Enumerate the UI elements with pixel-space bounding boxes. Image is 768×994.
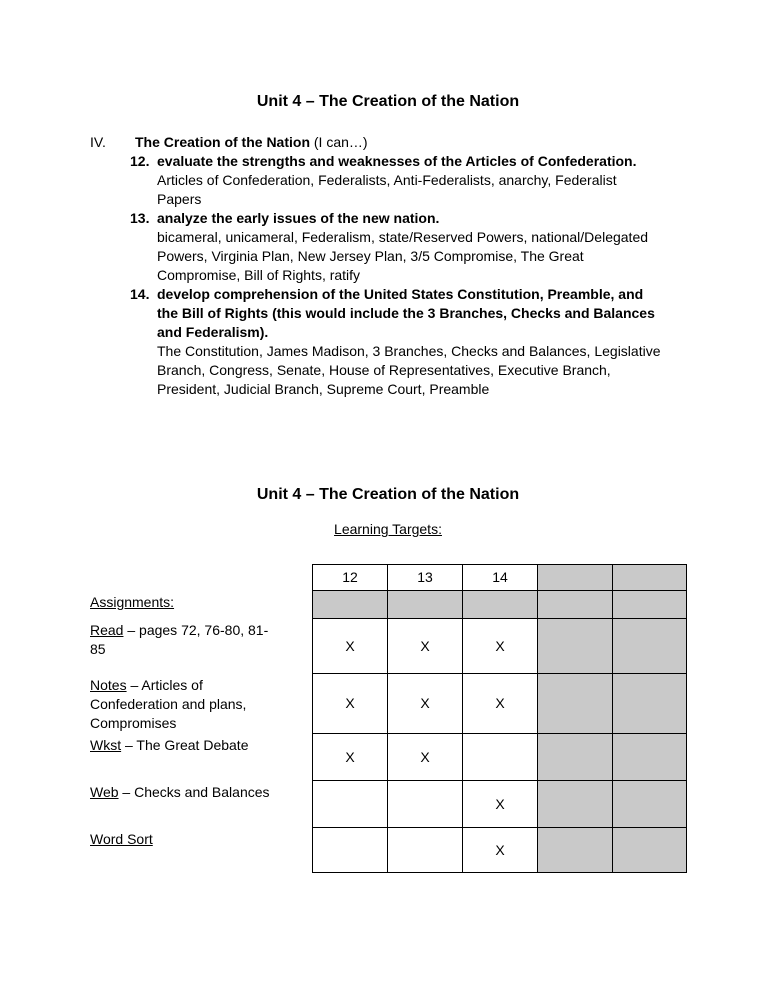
grid-cell xyxy=(312,780,387,827)
row-label: Wkst – The Great Debate xyxy=(90,737,249,753)
x-mark-cell: X xyxy=(462,673,537,733)
section-title: The Creation of the Nation xyxy=(135,134,310,150)
objective-goal: develop comprehension of the United States Constitution, Preamble, and the Bill of Rights (this would include the 3 Branches, Checks and Balances and Federalism). xyxy=(157,286,655,340)
objectives-list xyxy=(130,152,686,399)
learning-targets-label: Learning Targets: xyxy=(334,521,442,537)
objective-goal: evaluate the strengths and weaknesses of the Articles of Confederation. xyxy=(157,153,637,169)
header-cell-14: 14 xyxy=(462,564,537,590)
objective-number: 12. xyxy=(130,153,150,169)
objective-number: 14. xyxy=(130,286,150,302)
header-cell-13: 13 xyxy=(387,564,462,590)
row-label: Assignments: xyxy=(90,594,175,610)
grid-cell xyxy=(537,733,612,780)
x-mark-cell: X xyxy=(387,733,462,780)
table-header-row xyxy=(90,564,687,590)
objective-item xyxy=(130,209,662,285)
objective-vocab: The Constitution, James Madison, 3 Branches, Checks and Balances, Legislative Branch, Congress, Senate, House of Representatives, Executive Branch, President, Judicial Branch, Supreme Court, Preamble xyxy=(157,343,661,397)
header-cell-blank xyxy=(612,564,687,590)
grid-cell xyxy=(537,618,612,673)
objective-body xyxy=(157,209,662,285)
section-suffix: (I can…) xyxy=(310,134,368,150)
grid-cell xyxy=(462,733,537,780)
x-mark-cell: X xyxy=(387,618,462,673)
x-mark-cell: X xyxy=(312,618,387,673)
grid-cell xyxy=(387,827,462,873)
row-label-empty xyxy=(90,564,312,590)
grid-cell xyxy=(612,673,687,733)
section-numeral: IV. xyxy=(90,134,106,150)
row-label: Notes – Articles of Confederation and plans, Compromises xyxy=(90,677,247,731)
x-mark-cell: X xyxy=(312,673,387,733)
grid-cell xyxy=(612,590,687,618)
grid-cell xyxy=(612,780,687,827)
x-mark-cell: X xyxy=(462,780,537,827)
grid-cell xyxy=(537,780,612,827)
objective-vocab: Articles of Confederation, Federalists, Anti-Federalists, anarchy, Federalist Papers xyxy=(157,172,617,207)
objective-body xyxy=(157,285,662,399)
page-title: Unit 4 – The Creation of the Nation xyxy=(256,93,520,110)
section-heading xyxy=(90,133,686,152)
objective-item xyxy=(130,152,662,209)
table-row-assignments xyxy=(90,590,687,618)
x-mark-cell: X xyxy=(462,618,537,673)
header-cell-blank xyxy=(537,564,612,590)
grid-cell xyxy=(537,590,612,618)
table-row-notes xyxy=(90,673,687,733)
grid-cell xyxy=(612,618,687,673)
objective-body xyxy=(157,152,662,209)
grid-cell xyxy=(387,780,462,827)
grid-cell xyxy=(387,590,462,618)
section-title-line xyxy=(135,133,368,152)
row-label: Web – Checks and Balances xyxy=(90,784,270,800)
header-cell-12: 12 xyxy=(312,564,387,590)
table-row-read xyxy=(90,618,687,673)
row-label: Word Sort xyxy=(90,831,153,847)
table-row-wkst xyxy=(90,733,687,780)
grid-cell xyxy=(537,827,612,873)
grid-cell xyxy=(462,590,537,618)
grid-cell xyxy=(612,733,687,780)
learning-targets-table xyxy=(90,564,687,873)
grid-cell xyxy=(537,673,612,733)
x-mark-cell: X xyxy=(312,733,387,780)
second-page-title: Unit 4 – The Creation of the Nation xyxy=(256,486,520,503)
objective-number: 13. xyxy=(130,210,150,226)
row-label: Read – pages 72, 76-80, 81-85 xyxy=(90,622,269,657)
table-row-word-sort xyxy=(90,827,687,873)
grid-cell xyxy=(612,827,687,873)
table-row-web xyxy=(90,780,687,827)
grid-cell xyxy=(312,827,387,873)
objective-item xyxy=(130,285,662,399)
grid-cell xyxy=(312,590,387,618)
x-mark-cell: X xyxy=(462,827,537,873)
x-mark-cell: X xyxy=(387,673,462,733)
objective-vocab: bicameral, unicameral, Federalism, state/Reserved Powers, national/Delegated Powers, Virginia Plan, New Jersey Plan, 3/5 Compromise, The Great Compromise, Bill of Rights, ratify xyxy=(157,229,649,283)
objective-goal: analyze the early issues of the new nation. xyxy=(157,210,440,226)
